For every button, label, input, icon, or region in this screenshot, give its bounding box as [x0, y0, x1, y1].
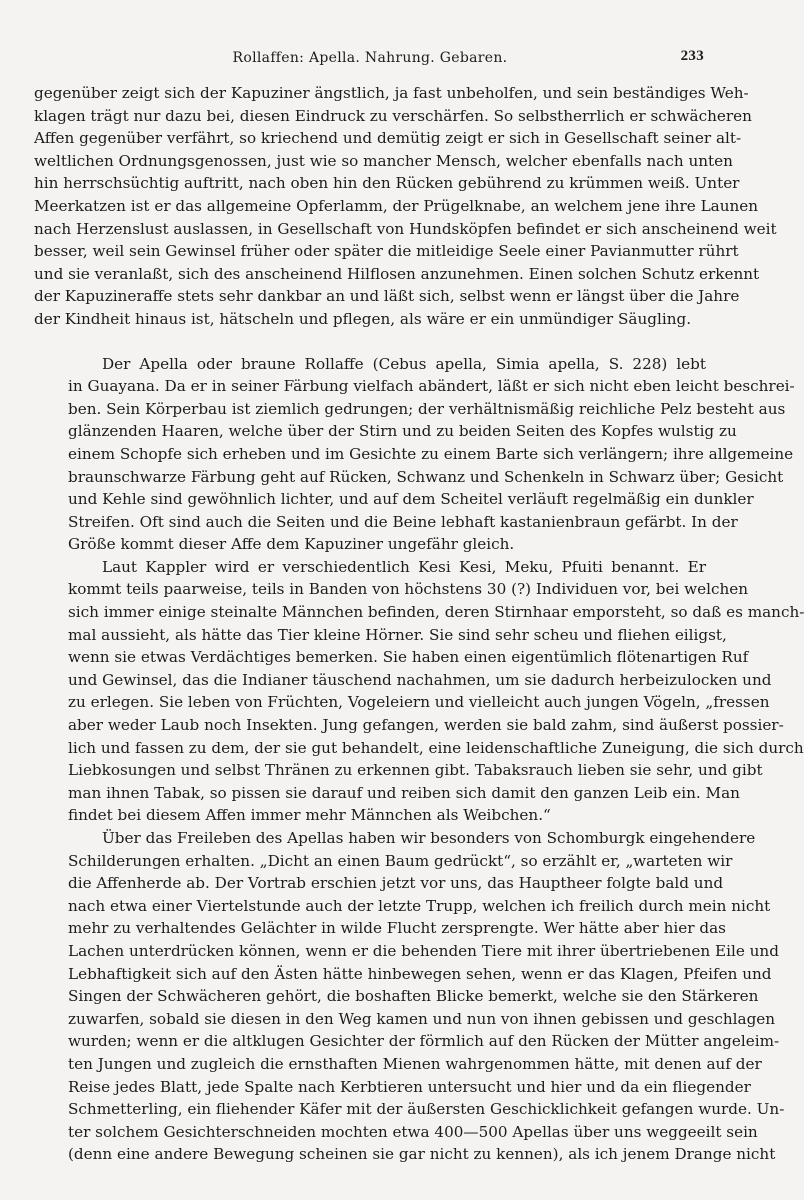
text-line: sich immer einige steinalte Männchen befinden, deren Stirnhaar emporsteht, so daß es manch-: [68, 603, 804, 622]
text-line: mal aussieht, als hätte das Tier kleine Hörner. Sie sind sehr scheu und fliehen eiligst,: [68, 625, 727, 644]
text-line: Schmetterling, ein fliehender Käfer mit der äußersten Geschicklichkeit gefangen wurde. Un-: [68, 1100, 785, 1119]
text-line: Laut Kappler wird er verschiedentlich Kesi Kesi, Meku, Pfuiti benannt. Er: [102, 557, 706, 576]
text-line: (denn eine andere Bewegung scheinen sie gar nicht zu kennen), als ich jenem Drange nicht: [68, 1145, 776, 1164]
text-line: Schilderungen erhalten. „Dicht an einen Baum gedrückt“, so erzählt er, „warteten wir: [68, 851, 733, 870]
paragraph-gap: [34, 331, 706, 353]
paragraph: [34, 556, 804, 827]
paragraph: [34, 827, 785, 1166]
text-line: die Affenherde ab. Der Vortrab erschien jetzt vor uns, das Hauptheer folgte bald und: [68, 874, 724, 893]
text-line: Größe kommt dieser Affe dem Kapuziner ungefähr gleich.: [68, 535, 515, 554]
text-line: Reise jedes Blatt, jede Spalte nach Kerbtieren untersucht und hier und da ein fliegender: [68, 1077, 751, 1096]
running-head: [34, 46, 706, 72]
text-line: zuwarfen, sobald sie diesen in den Weg kamen und nun von ihnen gebissen und geschlagen: [68, 1009, 776, 1028]
text-line: ten Jungen und zugleich die ernsthaften Mienen wahrgenommen hätte, mit denen auf der: [68, 1054, 762, 1073]
text-line: lich und fassen zu dem, der sie gut behandelt, eine leidenschaftliche Zuneigung, die sich durch: [68, 738, 804, 757]
text-line: gegenüber zeigt sich der Kapuziner ängstlich, ja fast unbeholfen, und sein beständiges Weh-: [34, 84, 749, 102]
text-line: nach Herzenslust auslassen, in Gesellschaft von Hundsköpfen befindet er sich anscheinend weit: [34, 219, 777, 238]
paragraph: [34, 353, 795, 556]
text-line: Streifen. Oft sind auch die Seiten und die Beine lebhaft kastanienbraun gefärbt. In der: [68, 512, 738, 531]
text-line: weltlichen Ordnungsgenossen, just wie so mancher Mensch, welcher ebenfalls nach unten: [34, 151, 733, 170]
text-line: aber weder Laub noch Insekten. Jung gefangen, werden sie bald zahm, sind äußerst possier-: [68, 716, 784, 735]
text-line: hin herrschsüchtig auftritt, nach oben hin den Rücken gebührend zu krümmen weiß. Unter: [34, 174, 740, 193]
text-line: klagen trägt nur dazu bei, diesen Eindruck zu verschärfen. So selbstherrlich er schwächeren: [34, 106, 752, 125]
text-line: Meerkatzen ist er das allgemeine Opferlamm, der Prügelknabe, an welchem jene ihre Launen: [34, 196, 759, 215]
text-line: in Guayana. Da er in seiner Färbung vielfach abändert, läßt er sich nicht eben leicht beschrei-: [68, 377, 795, 396]
text-line: man ihnen Tabak, so pissen sie darauf und reiben sich damit den ganzen Leib ein. Man: [68, 783, 740, 802]
text-line: nach etwa einer Viertelstunde auch der letzte Trupp, welchen ich freilich durch mein nicht: [68, 896, 771, 915]
text-line: Singen der Schwächeren gehört, die boshaften Blicke bemerkt, welche sie den Stärkeren: [68, 987, 759, 1006]
body-text: [34, 82, 804, 1166]
text-line: braunschwarze Färbung geht auf Rücken, Schwanz und Schenkeln in Schwarz über; Gesicht: [68, 467, 784, 486]
text-line: findet bei diesem Affen immer mehr Männchen als Weibchen.“: [68, 806, 551, 825]
text-line: kommt teils paarweise, teils in Banden von höchstens 30 (?) Individuen vor, bei welchen: [68, 580, 749, 599]
text-line: zu erlegen. Sie leben von Früchten, Vogeleiern und vielleicht auch jungen Vögeln, „fressen: [68, 693, 770, 712]
text-line: wurden; wenn er die altklugen Gesichter der förmlich auf den Rücken der Mütter angeleim-: [68, 1032, 780, 1051]
text-line: und Gewinsel, das die Indianer täuschend nachahmen, um sie dadurch herbeizulocken und: [68, 670, 772, 689]
text-line: wenn sie etwas Verdächtiges bemerken. Sie haben einen eigentümlich flötenartigen Ruf: [68, 648, 749, 667]
text-line: Liebkosungen und selbst Thränen zu erkennen gibt. Tabaksrauch lieben sie sehr, und gibt: [68, 761, 763, 780]
page-number: 233: [680, 48, 704, 64]
text-line: und Kehle sind gewöhnlich lichter, und auf dem Scheitel verläuft regelmäßig ein dunkler: [68, 490, 754, 509]
text-line: der Kapuzineraffe stets sehr dankbar an und läßt sich, selbst wenn er längst über die Jahre: [34, 287, 740, 306]
running-title: Rollaffen: Apella. Nahrung. Gebaren.: [232, 50, 508, 66]
text-line: besser, weil sein Gewinsel früher oder später die mitleidige Seele einer Pavianmutter rührt: [34, 242, 739, 261]
text-line: Affen gegenüber verfährt, so kriechend und demütig zeigt er sich in Gesellschaft seiner alt-: [34, 129, 742, 148]
text-line: Lebhaftigkeit sich auf den Ästen hätte hinbewegen sehen, wenn er das Klagen, Pfeifen und: [68, 964, 772, 983]
paragraph: [34, 82, 777, 331]
text-line: glänzenden Haaren, welche über der Stirn und zu beiden Seiten des Kopfes wulstig zu: [68, 422, 737, 441]
text-line: ben. Sein Körperbau ist ziemlich gedrungen; der verhältnismäßig reichliche Pelz besteht aus: [68, 399, 786, 418]
text-line: der Kindheit hinaus ist, hätscheln und pflegen, als wäre er ein unmündiger Säugling.: [34, 309, 692, 328]
text-line: Der Apella oder braune Rollaffe (Cebus apella, Simia apella, S. 228) lebt: [102, 354, 706, 373]
text-line: Lachen unterdrücken können, wenn er die behenden Tiere mit ihrer übertriebenen Eile und: [68, 941, 779, 960]
text-line: ter solchem Gesichterschneiden mochten etwa 400—500 Apellas über uns weggeeilt sein: [68, 1122, 758, 1141]
text-line: und sie veranlaßt, sich des anscheinend Hilflosen anzunehmen. Einen solchen Schutz erkennt: [34, 264, 760, 283]
text-line: Über das Freileben des Apellas haben wir besonders von Schomburgk eingehendere: [102, 829, 756, 847]
text-line: einem Schopfe sich erheben und im Gesichte zu einem Barte sich verlängern; ihre allgemeine: [68, 444, 794, 463]
text-line: mehr zu verhaltendes Gelächter in wilde Flucht zersprengte. Wer hätte aber hier das: [68, 919, 726, 938]
